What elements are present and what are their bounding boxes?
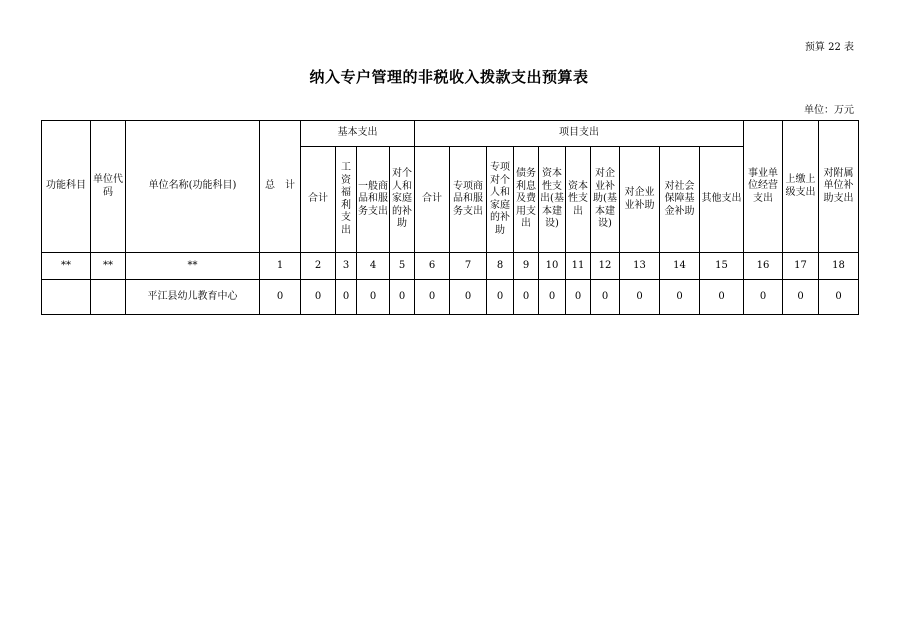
cell-unit-code: [91, 280, 126, 315]
header-total: 总 计: [260, 121, 301, 253]
cell-value: 0: [539, 280, 566, 315]
column-number: 3: [336, 253, 357, 280]
header-unit-code: 单位代码: [91, 121, 126, 253]
column-number: 14: [660, 253, 700, 280]
column-number: 6: [415, 253, 450, 280]
cell-func-subject: [42, 280, 91, 315]
header-basic-expenditure: 基本支出: [301, 121, 415, 147]
column-number-row: [42, 253, 859, 280]
form-number: 预算 22 表: [804, 42, 854, 53]
column-number: 5: [390, 253, 415, 280]
cell-value: 0: [744, 280, 783, 315]
cell-value: 0: [566, 280, 591, 315]
header-project-other: 其他支出: [700, 147, 744, 253]
column-number: 11: [566, 253, 591, 280]
column-number: 10: [539, 253, 566, 280]
header-project-social-security: 对社会保障基金补助: [660, 147, 700, 253]
header-func-subject: 功能科目: [42, 121, 91, 253]
header-enterprise-operation: 事业单位经营支出: [744, 121, 783, 253]
cell-value: 0: [783, 280, 819, 315]
cell-value: 0: [700, 280, 744, 315]
cell-value: 0: [260, 280, 301, 315]
header-upper-payment: 上缴上级支出: [783, 121, 819, 253]
column-number: **: [91, 253, 126, 280]
document-title: 纳入专户管理的非税收入拨款支出预算表: [309, 68, 589, 86]
header-basic-household: 对个人和家庭的补助: [390, 147, 415, 253]
budget-table: [41, 120, 859, 315]
unit-label: 单位：万元: [804, 105, 854, 116]
column-number: **: [126, 253, 260, 280]
header-unit-name: 单位名称(功能科目): [126, 121, 260, 253]
cell-value: 0: [514, 280, 539, 315]
cell-value: 0: [487, 280, 514, 315]
header-project-household: 专项对个人和家庭的补助: [487, 147, 514, 253]
cell-unit-name: 平江县幼儿教育中心: [126, 280, 260, 315]
header-project-capital: 资本性支出: [566, 147, 591, 253]
table-row: [42, 280, 859, 315]
header-project-debt-interest: 债务利息及费用支出: [514, 147, 539, 253]
column-number: 13: [620, 253, 660, 280]
column-number: 2: [301, 253, 336, 280]
column-number: 16: [744, 253, 783, 280]
cell-value: 0: [450, 280, 487, 315]
column-number: 1: [260, 253, 301, 280]
header-project-expenditure: 项目支出: [415, 121, 744, 147]
column-number: 17: [783, 253, 819, 280]
header-basic-total: 合计: [301, 147, 336, 253]
cell-value: 0: [415, 280, 450, 315]
column-number: 9: [514, 253, 539, 280]
cell-value: 0: [301, 280, 336, 315]
header-project-total: 合计: [415, 147, 450, 253]
header-project-enterprise-subsidy: 对企业业补助: [620, 147, 660, 253]
cell-value: 0: [357, 280, 390, 315]
cell-value: 0: [336, 280, 357, 315]
header-subordinate-subsidy: 对附属单位补助支出: [819, 121, 859, 253]
column-number: 18: [819, 253, 859, 280]
column-number: 4: [357, 253, 390, 280]
header-basic-salary: 工资福利支出: [336, 147, 357, 253]
cell-value: 0: [819, 280, 859, 315]
column-number: 8: [487, 253, 514, 280]
cell-value: 0: [390, 280, 415, 315]
column-number: **: [42, 253, 91, 280]
column-number: 15: [700, 253, 744, 280]
column-number: 12: [591, 253, 620, 280]
header-project-capital-construction: 资本性支出(基本建设): [539, 147, 566, 253]
cell-value: 0: [591, 280, 620, 315]
cell-value: 0: [660, 280, 700, 315]
column-number: 7: [450, 253, 487, 280]
header-project-enterprise-construction: 对企业补助(基本建设): [591, 147, 620, 253]
header-basic-goods-services: 一般商品和服务支出: [357, 147, 390, 253]
cell-value: 0: [620, 280, 660, 315]
header-project-goods-services: 专项商品和服务支出: [450, 147, 487, 253]
